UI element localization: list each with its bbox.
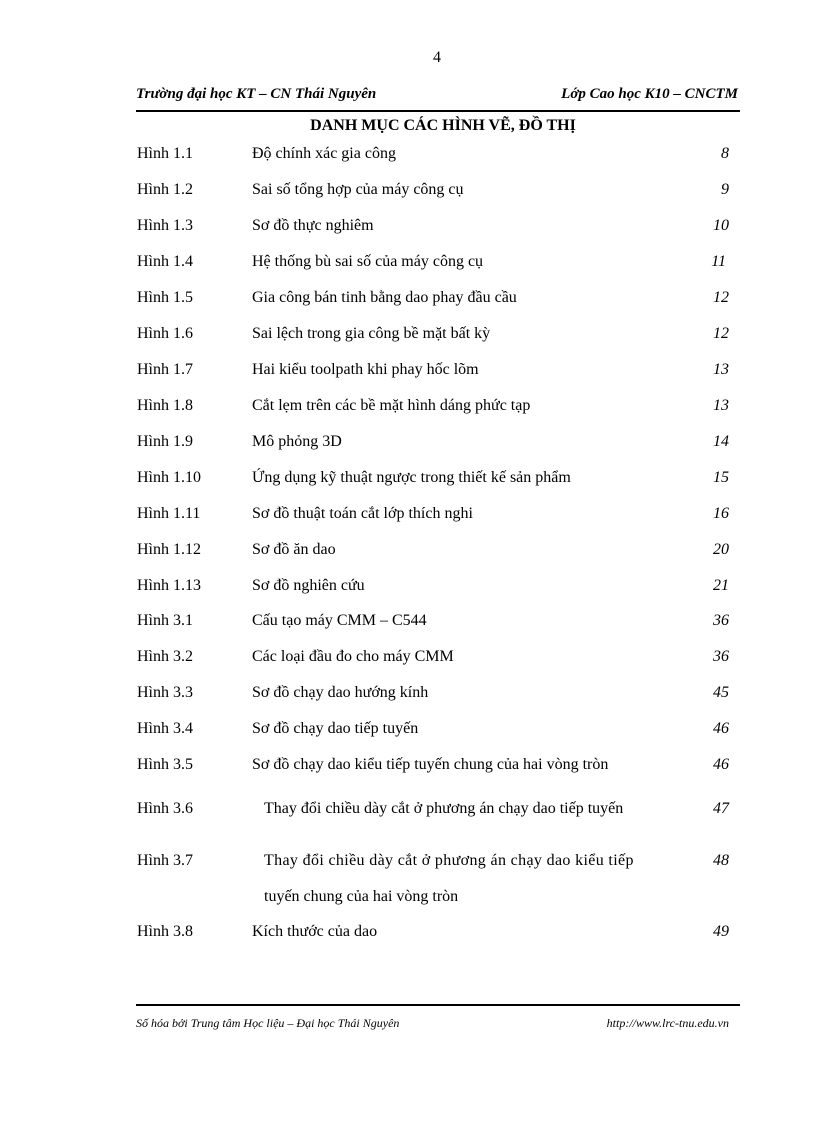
figure-caption: Độ chính xác gia công [252,145,396,162]
figure-page: 46 [713,756,729,773]
figure-label: Hình 1.9 [137,433,193,450]
figure-row [0,181,816,203]
figure-caption: Ứng dụng kỹ thuật ngược trong thiết kế sản phẩm [252,469,571,486]
figure-caption: Sơ đồ chạy dao kiểu tiếp tuyến chung của hai vòng tròn [252,756,609,773]
figure-caption: Mô phỏng 3D [252,433,342,450]
figure-page: 47 [713,800,729,817]
figure-caption: Cắt lẹm trên các bề mặt hình dáng phức tạp [252,397,531,414]
figure-row [0,852,816,912]
figure-caption: Hai kiểu toolpath khi phay hốc lõm [252,361,479,378]
figure-caption: Sơ đồ thuật toán cắt lớp thích nghi [252,505,473,522]
figure-label: Hình 3.8 [137,923,193,940]
figure-label: Hình 3.7 [137,852,193,869]
figure-row [0,505,816,527]
figure-page: 10 [713,217,729,234]
figure-caption: Các loại đầu đo cho máy CMM [252,648,454,665]
figure-caption: Sơ đồ thực nghiêm [252,217,374,234]
figure-caption: Sơ đồ chạy dao hướng kính [252,684,429,701]
figure-label: Hình 1.5 [137,289,193,306]
figure-caption: Kích thước của dao [252,923,378,940]
figure-row [0,325,816,347]
figure-label: Hình 1.2 [137,181,193,198]
figure-caption: Sơ đồ chạy dao tiếp tuyến [252,720,419,737]
figure-label: Hình 1.3 [137,217,193,234]
figure-page: 45 [713,684,729,701]
figure-caption: Sai lệch trong gia công bề mặt bất kỳ [252,325,491,342]
figure-label: Hình 1.8 [137,397,193,414]
figure-row [0,648,816,670]
figure-caption: Gia công bán tinh bằng dao phay đầu cầu [252,289,517,306]
figure-label: Hình 3.6 [137,800,193,817]
figure-caption: Cấu tạo máy CMM – C544 [252,612,427,629]
figure-label: Hình 1.13 [137,577,201,594]
figure-row [0,289,816,311]
figure-row [0,612,816,634]
footer-url: http://www.lrc-tnu.edu.vn [606,1016,729,1030]
figure-caption: Thay đổi chiều dày cắt ở phương án chạy dao kiểu tiếp [264,852,634,869]
figure-page: 36 [713,648,729,665]
figure-page: 48 [713,852,729,869]
figure-caption: Sai số tổng hợp của máy công cụ [252,181,464,198]
figure-page: 46 [713,720,729,737]
figure-page: 11 [711,253,726,270]
figure-row [0,684,816,706]
figure-page: 49 [713,923,729,940]
figure-label: Hình 3.1 [137,612,193,629]
figure-label: Hình 3.4 [137,720,193,737]
figure-label: Hình 1.10 [137,469,201,486]
figure-page: 13 [713,361,729,378]
figure-label: Hình 1.4 [137,253,193,270]
figure-page: 14 [713,433,729,450]
figure-page: 12 [713,289,729,306]
figure-label: Hình 1.11 [137,505,201,522]
figure-page: 9 [721,181,729,198]
header-university: Trường đại học KT – CN Thái Nguyên [136,86,377,102]
figure-label: Hình 3.2 [137,648,193,665]
figure-page: 12 [713,325,729,342]
figure-label: Hình 3.3 [137,684,193,701]
figure-page: 21 [713,577,729,594]
figure-row [0,145,816,167]
figure-row [0,397,816,419]
figure-row [0,217,816,239]
figure-row [0,577,816,599]
figure-row [0,469,816,491]
figure-row [0,923,816,945]
figure-label: Hình 1.7 [137,361,193,378]
figure-row [0,720,816,742]
figure-page: 16 [713,505,729,522]
page-number: 4 [433,49,441,66]
figure-label: Hình 1.1 [137,145,193,162]
figure-page: 15 [713,469,729,486]
figure-page: 20 [713,541,729,558]
figure-caption: Thay đổi chiều dày cắt ở phương án chạy dao tiếp tuyến [264,800,624,817]
figure-label: Hình 3.5 [137,756,193,773]
page-header [136,86,740,112]
figure-row [0,361,816,383]
header-class: Lớp Cao học K10 – CNCTM [561,86,738,102]
figure-row [0,433,816,455]
figure-caption: Hệ thống bù sai số của máy công cụ [252,253,484,270]
figure-label: Hình 1.12 [137,541,201,558]
page-footer [136,1004,740,1030]
figure-caption-continued: tuyến chung của hai vòng tròn [264,888,459,905]
figure-caption: Sơ đồ nghiên cứu [252,577,365,594]
footer-digitized-by: Số hóa bởi Trung tâm Học liệu – Đại học Thái Nguyên [136,1016,400,1030]
page-title: DANH MỤC CÁC HÌNH VẼ, ĐỒ THỊ [310,117,576,134]
figure-caption: Sơ đồ ăn dao [252,541,336,558]
figure-page: 8 [721,145,729,162]
figure-row [0,800,816,822]
figure-row [0,541,816,563]
figure-label: Hình 1.6 [137,325,193,342]
figure-row [0,253,816,275]
figure-row [0,756,816,778]
figure-page: 13 [713,397,729,414]
figure-page: 36 [713,612,729,629]
